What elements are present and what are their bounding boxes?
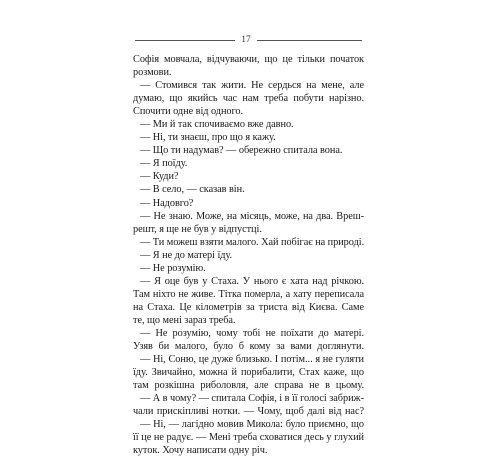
text-line: — Я оце був у Стаха. У нього є хата над річкою. <box>140 275 364 287</box>
text-line: розмови. <box>133 67 172 79</box>
text-line: — Ні, Соню, це дуже близько. І потім... я не гуляти <box>140 354 364 366</box>
text-line: Узяв би малого, було б кому за вами доглянути. <box>133 341 364 353</box>
text-line: Софія мовчала, відчуваючи, що це тільки початок <box>133 54 364 65</box>
text-line: Там ніхто не живе. Тітка померла, а хату переписала <box>133 288 364 300</box>
page-number: 17 <box>241 35 251 45</box>
text-line: — Не розумію. <box>140 262 206 274</box>
text-line: — Я не до матері їду. <box>140 249 233 261</box>
text-line: — Що ти надумав? — обережно спитала вона. <box>140 145 343 157</box>
text-line: куток. Хочу написати одну річ. <box>133 445 268 457</box>
text-line: чали прискіпливі нотки. — Чому, щоб далі від нас? <box>133 406 364 418</box>
text-line: — Не знаю. Може, на місяць, може, на два. Вреш- <box>140 210 364 222</box>
text-line: — Надовго? <box>140 197 194 209</box>
header-rule-left <box>135 40 235 41</box>
text-line: на Стаха. Це кілометрів за триста від Києва. Саме <box>133 301 364 313</box>
text-line: її це не радує. — Мені треба сховатися десь у глухий <box>133 432 364 444</box>
text-line: — Я поїду. <box>140 158 188 170</box>
text-line: те, що мені зараз треба. <box>133 314 236 326</box>
text-line: — Ти можеш взяти малого. Хай побігає на природі. <box>140 236 365 248</box>
text-line: — Стомився так жити. Не сердься на мене, але <box>140 80 364 92</box>
text-line: Спочити одне від одного. <box>133 106 244 118</box>
text-line: решт, я ще не був у відпустці. <box>133 223 262 235</box>
text-line: там розкішна риболовля, але справа не в цьому. <box>133 380 364 392</box>
text-line: — А в чому? — спитала Софія, і в її голосі забриж- <box>140 393 364 405</box>
text-line: думаю, що якийсь час нам треба побути нарізно. <box>133 93 364 105</box>
text-line: — Куди? <box>140 171 179 183</box>
text-line: — Не розумію, чому тобі не поїхати до матері. <box>140 327 364 339</box>
page-header <box>135 33 362 47</box>
text-line: — Ні, ти знаєш, про що я кажу. <box>140 132 276 144</box>
text-line: їду. Звичайно, можна й порибалити, Стах каже, що <box>133 367 364 379</box>
text-line: — В село, — сказав він. <box>140 184 245 196</box>
header-rule-right <box>257 40 362 41</box>
text-line: — Ми й так спочиваємо вже давно. <box>140 119 294 131</box>
text-line: — Ні, — лагідно мовив Микола: було приємно, що <box>140 419 364 431</box>
book-text <box>133 53 364 457</box>
